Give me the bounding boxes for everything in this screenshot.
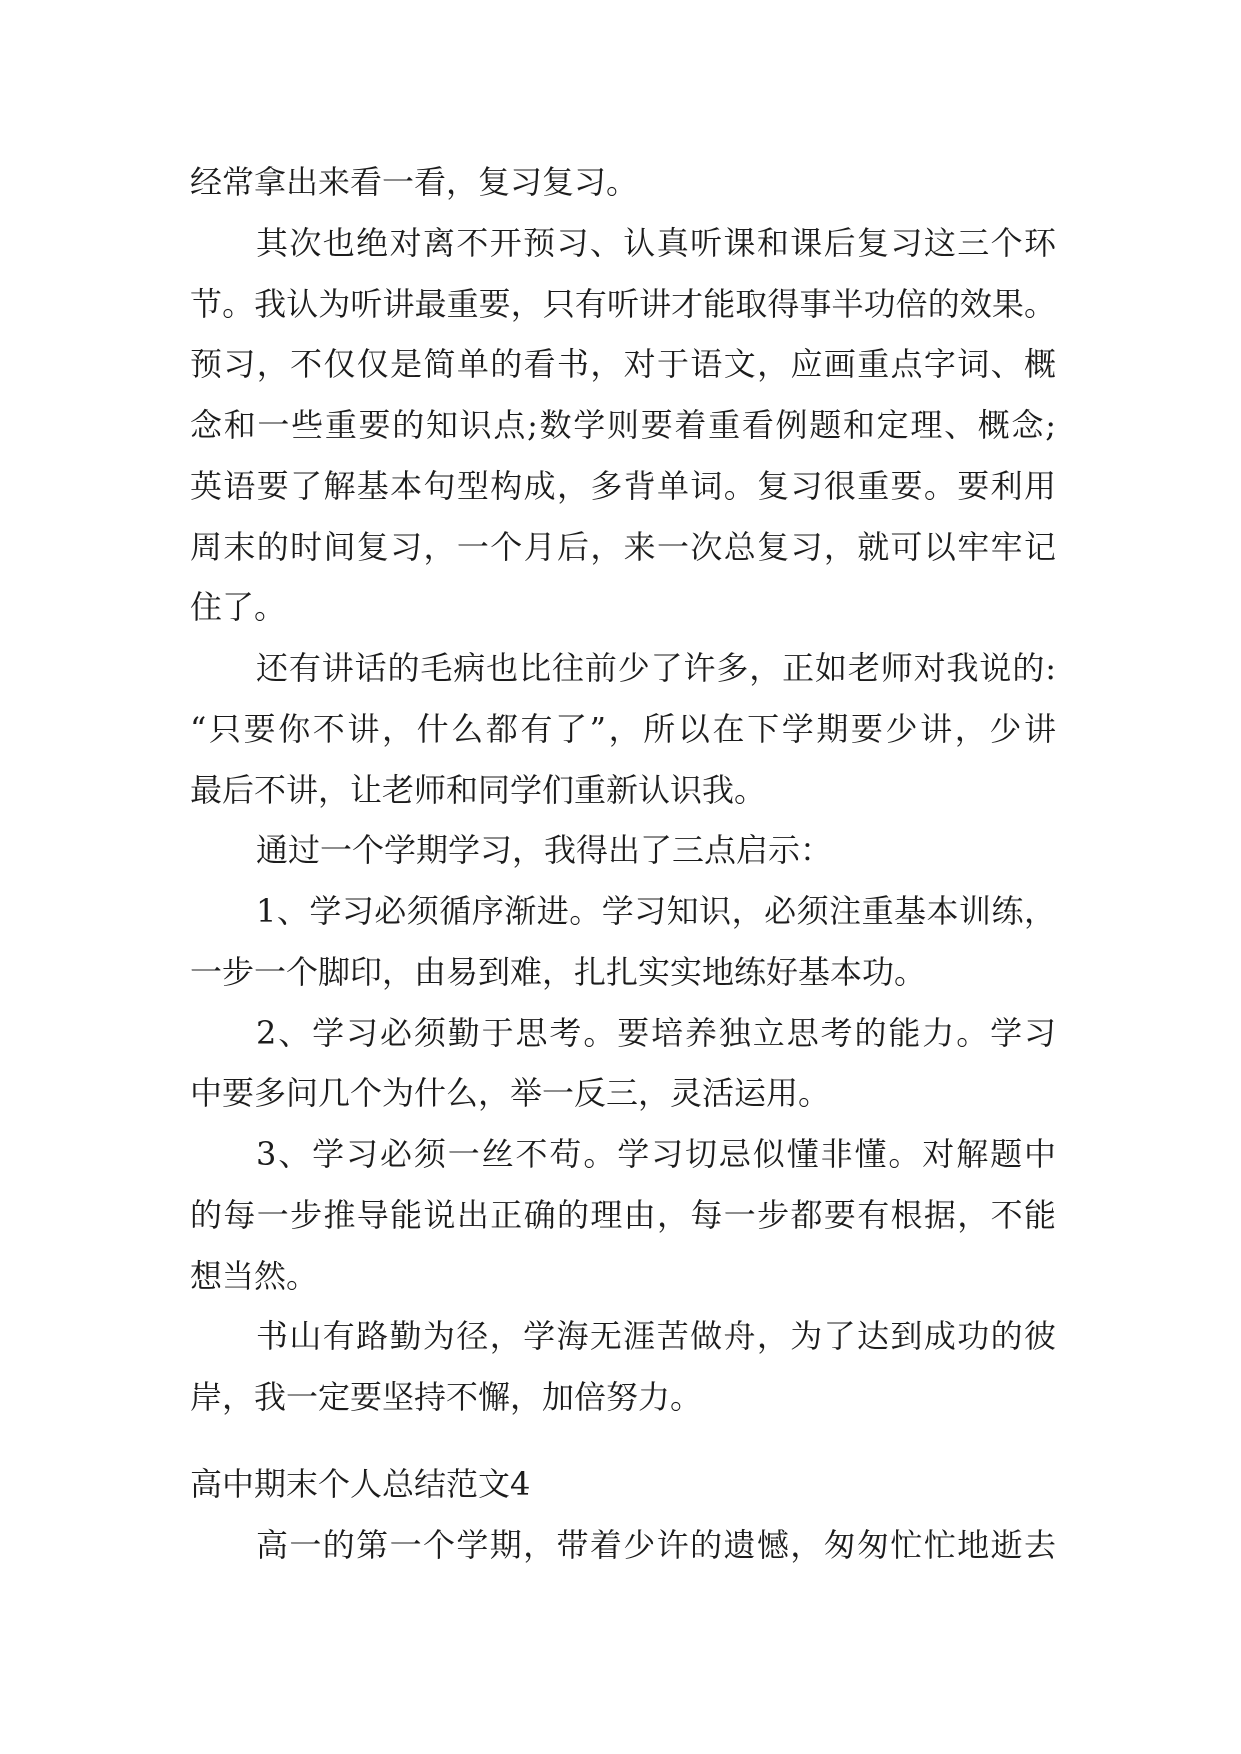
body-paragraph	[190, 638, 1056, 820]
text-line: 书山有路勤为径，学海无涯苦做舟，为了达到成功的彼	[256, 1317, 1056, 1356]
text-line: 想当然。	[190, 1256, 319, 1295]
text-line: 通过一个学期学习，我得出了三点启示：	[256, 831, 833, 870]
text-line: 高一的第一个学期，带着少许的遗憾，匆匆忙忙地逝去	[256, 1525, 1056, 1564]
text-line: 最后不讲，让老师和同学们重新认识我。	[190, 770, 767, 809]
text-line: 英语要了解基本句型构成，多背单词。复习很重要。要利用	[190, 466, 1056, 505]
list-item-paragraph	[190, 1124, 1056, 1306]
body-paragraph	[190, 1306, 1056, 1428]
list-item-paragraph	[190, 1003, 1056, 1125]
body-paragraph	[190, 820, 1056, 881]
list-item-paragraph	[190, 881, 1056, 1003]
section-heading: 高中期末个人总结范文4	[190, 1464, 531, 1503]
text-line: 经常拿出来看一看，复习复习。	[190, 163, 639, 201]
text-line: 其次也绝对离不开预习、认真听课和课后复习这三个环	[256, 223, 1056, 262]
text-line: 1、学习必须循序渐进。学习知识，必须注重基本训练，	[256, 892, 1056, 930]
text-line: 念和一些重要的知识点;数学则要着重看例题和定理、概念;	[190, 406, 1056, 444]
body-paragraph	[190, 1515, 1056, 1576]
text-line: 的每一步推导能说出正确的理由，每一步都要有根据，不能	[190, 1195, 1056, 1234]
text-line: “只要你不讲，什么都有了”，所以在下学期要少讲，少讲	[190, 709, 1056, 748]
text-line: 节。我认为听讲最重要，只有听讲才能取得事半功倍的效果。	[190, 284, 1056, 323]
text-line: 3、学习必须一丝不苟。学习切忌似懂非懂。对解题中	[256, 1135, 1056, 1173]
body-paragraph	[190, 152, 1056, 213]
text-line: 岸，我一定要坚持不懈，加倍努力。	[190, 1378, 703, 1416]
text-line: 住了。	[190, 588, 287, 627]
body-paragraph	[190, 213, 1056, 638]
text-line: 周末的时间复习，一个月后，来一次总复习，就可以牢牢记	[190, 527, 1056, 566]
text-column	[190, 152, 1056, 1575]
text-line: 中要多问几个为什么，举一反三，灵活运用。	[190, 1074, 831, 1113]
text-line: 一步一个脚印，由易到难，扎扎实实地练好基本功。	[190, 952, 927, 991]
text-line: 还有讲话的毛病也比往前少了许多，正如老师对我说的:	[256, 649, 1056, 687]
text-line: 预习，不仅仅是简单的看书，对于语文，应画重点字词、概	[190, 345, 1056, 384]
text-line: 2、学习必须勤于思考。要培养独立思考的能力。学习	[256, 1013, 1056, 1052]
